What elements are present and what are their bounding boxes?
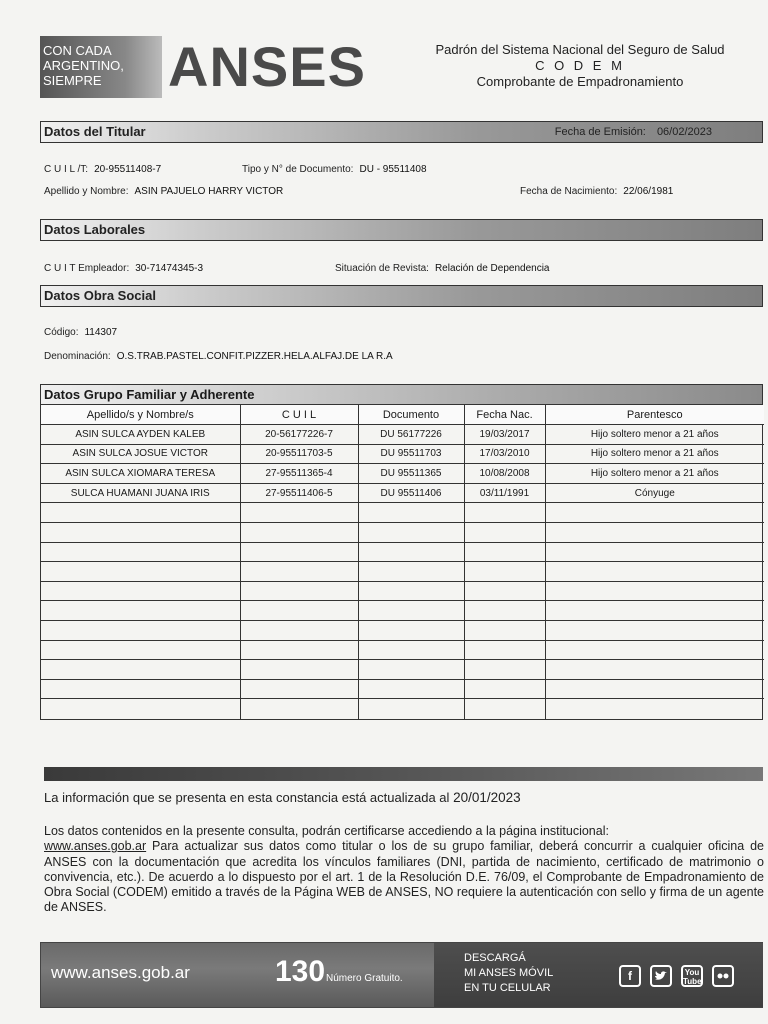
grupo-familiar-table	[40, 384, 763, 720]
fecha-emision-label: Fecha de Emisión:	[554, 126, 646, 138]
table-row	[41, 425, 764, 445]
table-cell: 27-95511365-4	[240, 464, 358, 484]
section-obra-social-bar	[40, 285, 763, 307]
family-table	[41, 405, 764, 719]
table-cell: 10/08/2008	[464, 464, 545, 484]
situacion-row	[335, 258, 549, 276]
denominacion-label: Denominación:	[44, 351, 111, 362]
table-cell: ASIN SULCA AYDEN KALEB	[41, 425, 240, 445]
para-part-2: Para actualizar sus datos como titular o los de su grupo familiar, deberá concurrir a cualquier oficina de ANSES con la documentación que acredita los vínculos familiares (DNI, partida de nacimiento, certificado de matrimonio o convivencia, etc.). De acuerdo a lo dispuesto por el art. 1 de la Resolución D.E. 76/09, el Comprobante de Empadronamiento de Obra Social (CODEM) emitido a través de la Página WEB de ANSES, NO requiere la autenticación con sello y firma de un agente de ANSES.	[44, 839, 764, 915]
table-row	[41, 444, 764, 464]
nacimiento-label: Fecha de Nacimiento:	[520, 186, 618, 197]
documento-value: DU - 95511408	[359, 164, 427, 175]
empty-table-row	[41, 503, 764, 523]
denominacion-row	[44, 346, 393, 364]
table-row	[41, 464, 764, 484]
phone-number: 130	[275, 955, 326, 988]
table-header-row	[41, 405, 764, 425]
slogan-line: ARGENTINO,	[43, 58, 124, 73]
empty-table-row	[41, 621, 764, 641]
nacimiento-value: 22/06/1981	[623, 186, 674, 197]
download-line: DESCARGÁ	[464, 952, 526, 964]
empty-table-row	[41, 699, 764, 719]
table-cell: DU 56177226	[358, 425, 464, 445]
updated-prefix: La información que se presenta en esta constancia está actualizada al	[44, 790, 450, 805]
column-header: Documento	[358, 405, 464, 425]
empty-table-row	[41, 523, 764, 543]
table-cell: 17/03/2010	[464, 444, 545, 464]
table-cell: Hijo soltero menor a 21 años	[545, 444, 764, 464]
anses-logo: ANSES	[168, 35, 366, 98]
twitter-icon	[650, 965, 672, 987]
slogan-line: SIEMPRE	[43, 73, 102, 88]
table-cell: Hijo soltero menor a 21 años	[545, 425, 764, 445]
legal-paragraph	[44, 824, 764, 916]
table-cell: Cónyuge	[545, 483, 764, 503]
table-cell: 27-95511406-5	[240, 483, 358, 503]
table-cell: ASIN SULCA XIOMARA TERESA	[41, 464, 240, 484]
facebook-icon: f	[619, 965, 641, 987]
documento-row	[242, 159, 427, 177]
title-line-1: Padrón del Sistema Nacional del Seguro de Salud	[435, 42, 725, 57]
nombre-row	[44, 181, 283, 199]
youtube-icon: You Tube	[681, 965, 703, 987]
section-laborales-bar	[40, 219, 763, 241]
table-cell: 03/11/1991	[464, 483, 545, 503]
slogan-box	[40, 36, 162, 98]
section-title: Datos Laborales	[44, 222, 146, 237]
cuil-value: 20-95511408-7	[94, 164, 162, 175]
download-panel	[434, 943, 763, 1007]
table-cell: DU 95511365	[358, 464, 464, 484]
empty-table-row	[41, 581, 764, 601]
nacimiento-row	[520, 181, 673, 199]
situacion-label: Situación de Revista:	[335, 263, 429, 274]
table-cell: DU 95511703	[358, 444, 464, 464]
nombre-label: Apellido y Nombre:	[44, 186, 129, 197]
cuit-value: 30-71474345-3	[135, 263, 204, 274]
document-title	[400, 42, 760, 90]
table-cell: 20-95511703-5	[240, 444, 358, 464]
fecha-emision-value: 06/02/2023	[656, 126, 712, 138]
phone-label: Número Gratuito.	[326, 973, 403, 984]
column-header: Fecha Nac.	[464, 405, 545, 425]
cuit-row	[44, 258, 203, 276]
download-text	[464, 951, 553, 996]
table-cell: DU 95511406	[358, 483, 464, 503]
table-cell: Hijo soltero menor a 21 años	[545, 464, 764, 484]
section-titular-bar	[40, 121, 763, 143]
section-title: Datos del Titular	[44, 124, 146, 139]
empty-table-row	[41, 640, 764, 660]
slogan-line: CON CADA	[43, 43, 112, 58]
table-cell: 20-56177226-7	[240, 425, 358, 445]
empty-table-row	[41, 679, 764, 699]
cuit-label: C U I T Empleador:	[44, 263, 130, 274]
situacion-value: Relación de Dependencia	[434, 263, 550, 274]
codigo-row	[44, 322, 117, 340]
table-row	[41, 483, 764, 503]
updated-line	[44, 790, 521, 805]
table-cell: 19/03/2017	[464, 425, 545, 445]
column-header: C U I L	[240, 405, 358, 425]
cuil-row	[44, 159, 161, 177]
title-line-3: Comprobante de Empadronamiento	[476, 74, 684, 89]
footer-url: www.anses.gob.ar	[51, 963, 190, 982]
download-line: EN TU CELULAR	[464, 982, 551, 994]
table-cell: ASIN SULCA JOSUE VICTOR	[41, 444, 240, 464]
empty-table-row	[41, 542, 764, 562]
flickr-icon	[712, 965, 734, 987]
column-header: Parentesco	[545, 405, 764, 425]
para-part-1: Los datos contenidos en la presente consulta, podrán certificarse accediendo a la página institucional:	[44, 824, 609, 838]
cuil-label: C U I L /T:	[44, 164, 89, 175]
fecha-emision	[555, 126, 712, 138]
footer-banner	[40, 942, 763, 1008]
separator-bar	[44, 767, 763, 781]
table-cell: SULCA HUAMANI JUANA IRIS	[41, 483, 240, 503]
empty-table-row	[41, 601, 764, 621]
updated-date: 20/01/2023	[453, 790, 521, 805]
empty-table-row	[41, 562, 764, 582]
section-title: Datos Grupo Familiar y Adherente	[41, 385, 762, 405]
anses-link[interactable]: www.anses.gob.ar	[44, 839, 147, 854]
codigo-value: 114307	[84, 327, 118, 338]
denominacion-value: O.S.TRAB.PASTEL.CONFIT.PIZZER.HELA.ALFAJ.DE LA R.A	[116, 351, 393, 362]
empty-table-row	[41, 660, 764, 680]
codigo-label: Código:	[44, 327, 79, 338]
column-header: Apellido/s y Nombre/s	[41, 405, 240, 425]
download-line: MI ANSES MÓVIL	[464, 967, 554, 979]
title-line-2: C O D E M	[535, 58, 625, 73]
section-title: Datos Obra Social	[44, 288, 156, 303]
documento-label: Tipo y N° de Documento:	[242, 164, 354, 175]
nombre-value: ASIN PAJUELO HARRY VICTOR	[134, 186, 284, 197]
